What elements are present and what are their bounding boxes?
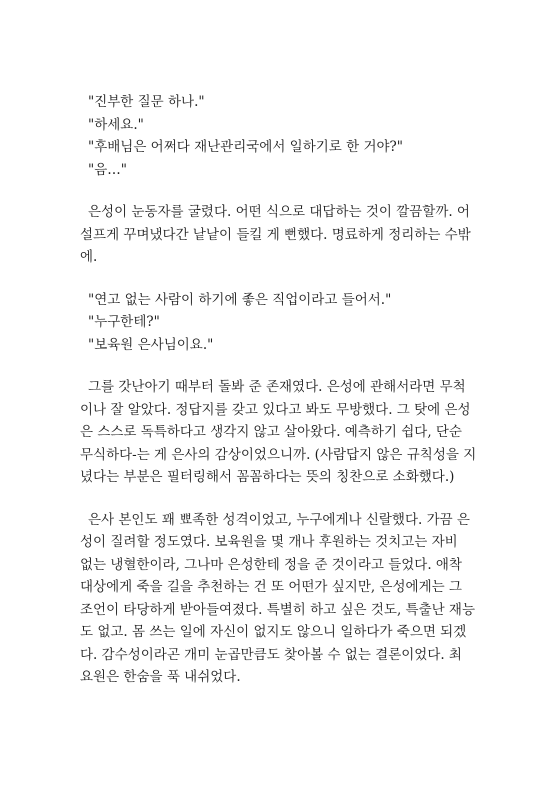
paragraph-line: 그를 갓난아기 때부터 돌봐 준 존재였다. 은성에 관해서라면 무척	[88, 379, 466, 395]
paragraph-1	[80, 201, 485, 269]
paragraph-line: 녔다는 부분은 필터링해서 꼼꼼하다는 뜻의 칭찬으로 소화했다.)	[80, 469, 455, 485]
dialog-block-2	[80, 289, 485, 357]
dialog-line: "후배님은 어쩌다 재난관리국에서 일하기로 한 거야?"	[88, 139, 403, 155]
paragraph-line: 에.	[80, 249, 98, 265]
paragraph-line: 이나 잘 알았다. 정답지를 갖고 있다고 봐도 무방했다. 그 탓에 은성	[80, 401, 471, 418]
dialog-block-1	[80, 91, 485, 181]
paragraph-line: 은사 본인도 꽤 뾰족한 성격이었고, 누구에게나 신랄했다. 가끔 은	[88, 511, 470, 528]
dialog-line: "연고 없는 사람이 하기에 좋은 직업이라고 들어서."	[88, 291, 392, 308]
paragraph-line: 설프게 꾸며냈다간 낱낱이 들킬 게 뻔했다. 명료하게 정리하는 수밖	[80, 226, 471, 243]
dialog-line: "음…"	[88, 161, 127, 178]
paragraph-2	[80, 376, 485, 489]
paragraph-line: 대상에게 죽을 길을 추천하는 건 또 어떤가 싶지만, 은성에게는 그	[80, 579, 462, 595]
paragraph-line: 없는 냉혈한이라, 그나마 은성한테 정을 준 것이라고 들었다. 애착	[80, 556, 462, 573]
paragraph-line: 무식하다-는 게 은사의 감상이었으니까. (사람답지 않은 규칙성을 지	[80, 446, 477, 463]
dialog-line: "진부한 질문 하나."	[88, 94, 205, 110]
paragraph-line: 요원은 한숨을 푹 내쉬었다.	[80, 669, 241, 685]
paragraph-line: 성이 질려할 정도였다. 보육원을 몇 개나 후원하는 것치고는 자비	[80, 534, 458, 550]
document-page	[80, 91, 485, 689]
paragraph-line: 조언이 타당하게 받아들여졌다. 특별히 하고 싶은 것도, 특출난 재능	[80, 601, 476, 618]
dialog-line: "누구한테?"	[88, 314, 160, 330]
paragraph-line: 다. 감수성이라곤 개미 눈곱만큼도 찾아볼 수 없는 결론이었다. 최	[80, 646, 462, 663]
dialog-line: "보육원 은사님이요."	[88, 336, 214, 353]
paragraph-line: 은성이 눈동자를 굴렸다. 어떤 식으로 대답하는 것이 깔끔할까. 어	[88, 204, 470, 220]
paragraph-line: 은 스스로 독특하다고 생각지 않고 살아왔다. 예측하기 쉽다, 단순	[80, 424, 462, 440]
dialog-line: "하세요."	[88, 116, 144, 133]
paragraph-3	[80, 509, 485, 689]
paragraph-line: 도 없고. 몸 쓰는 일에 자신이 없지도 않으니 일하다가 죽으면 되겠	[80, 624, 467, 640]
